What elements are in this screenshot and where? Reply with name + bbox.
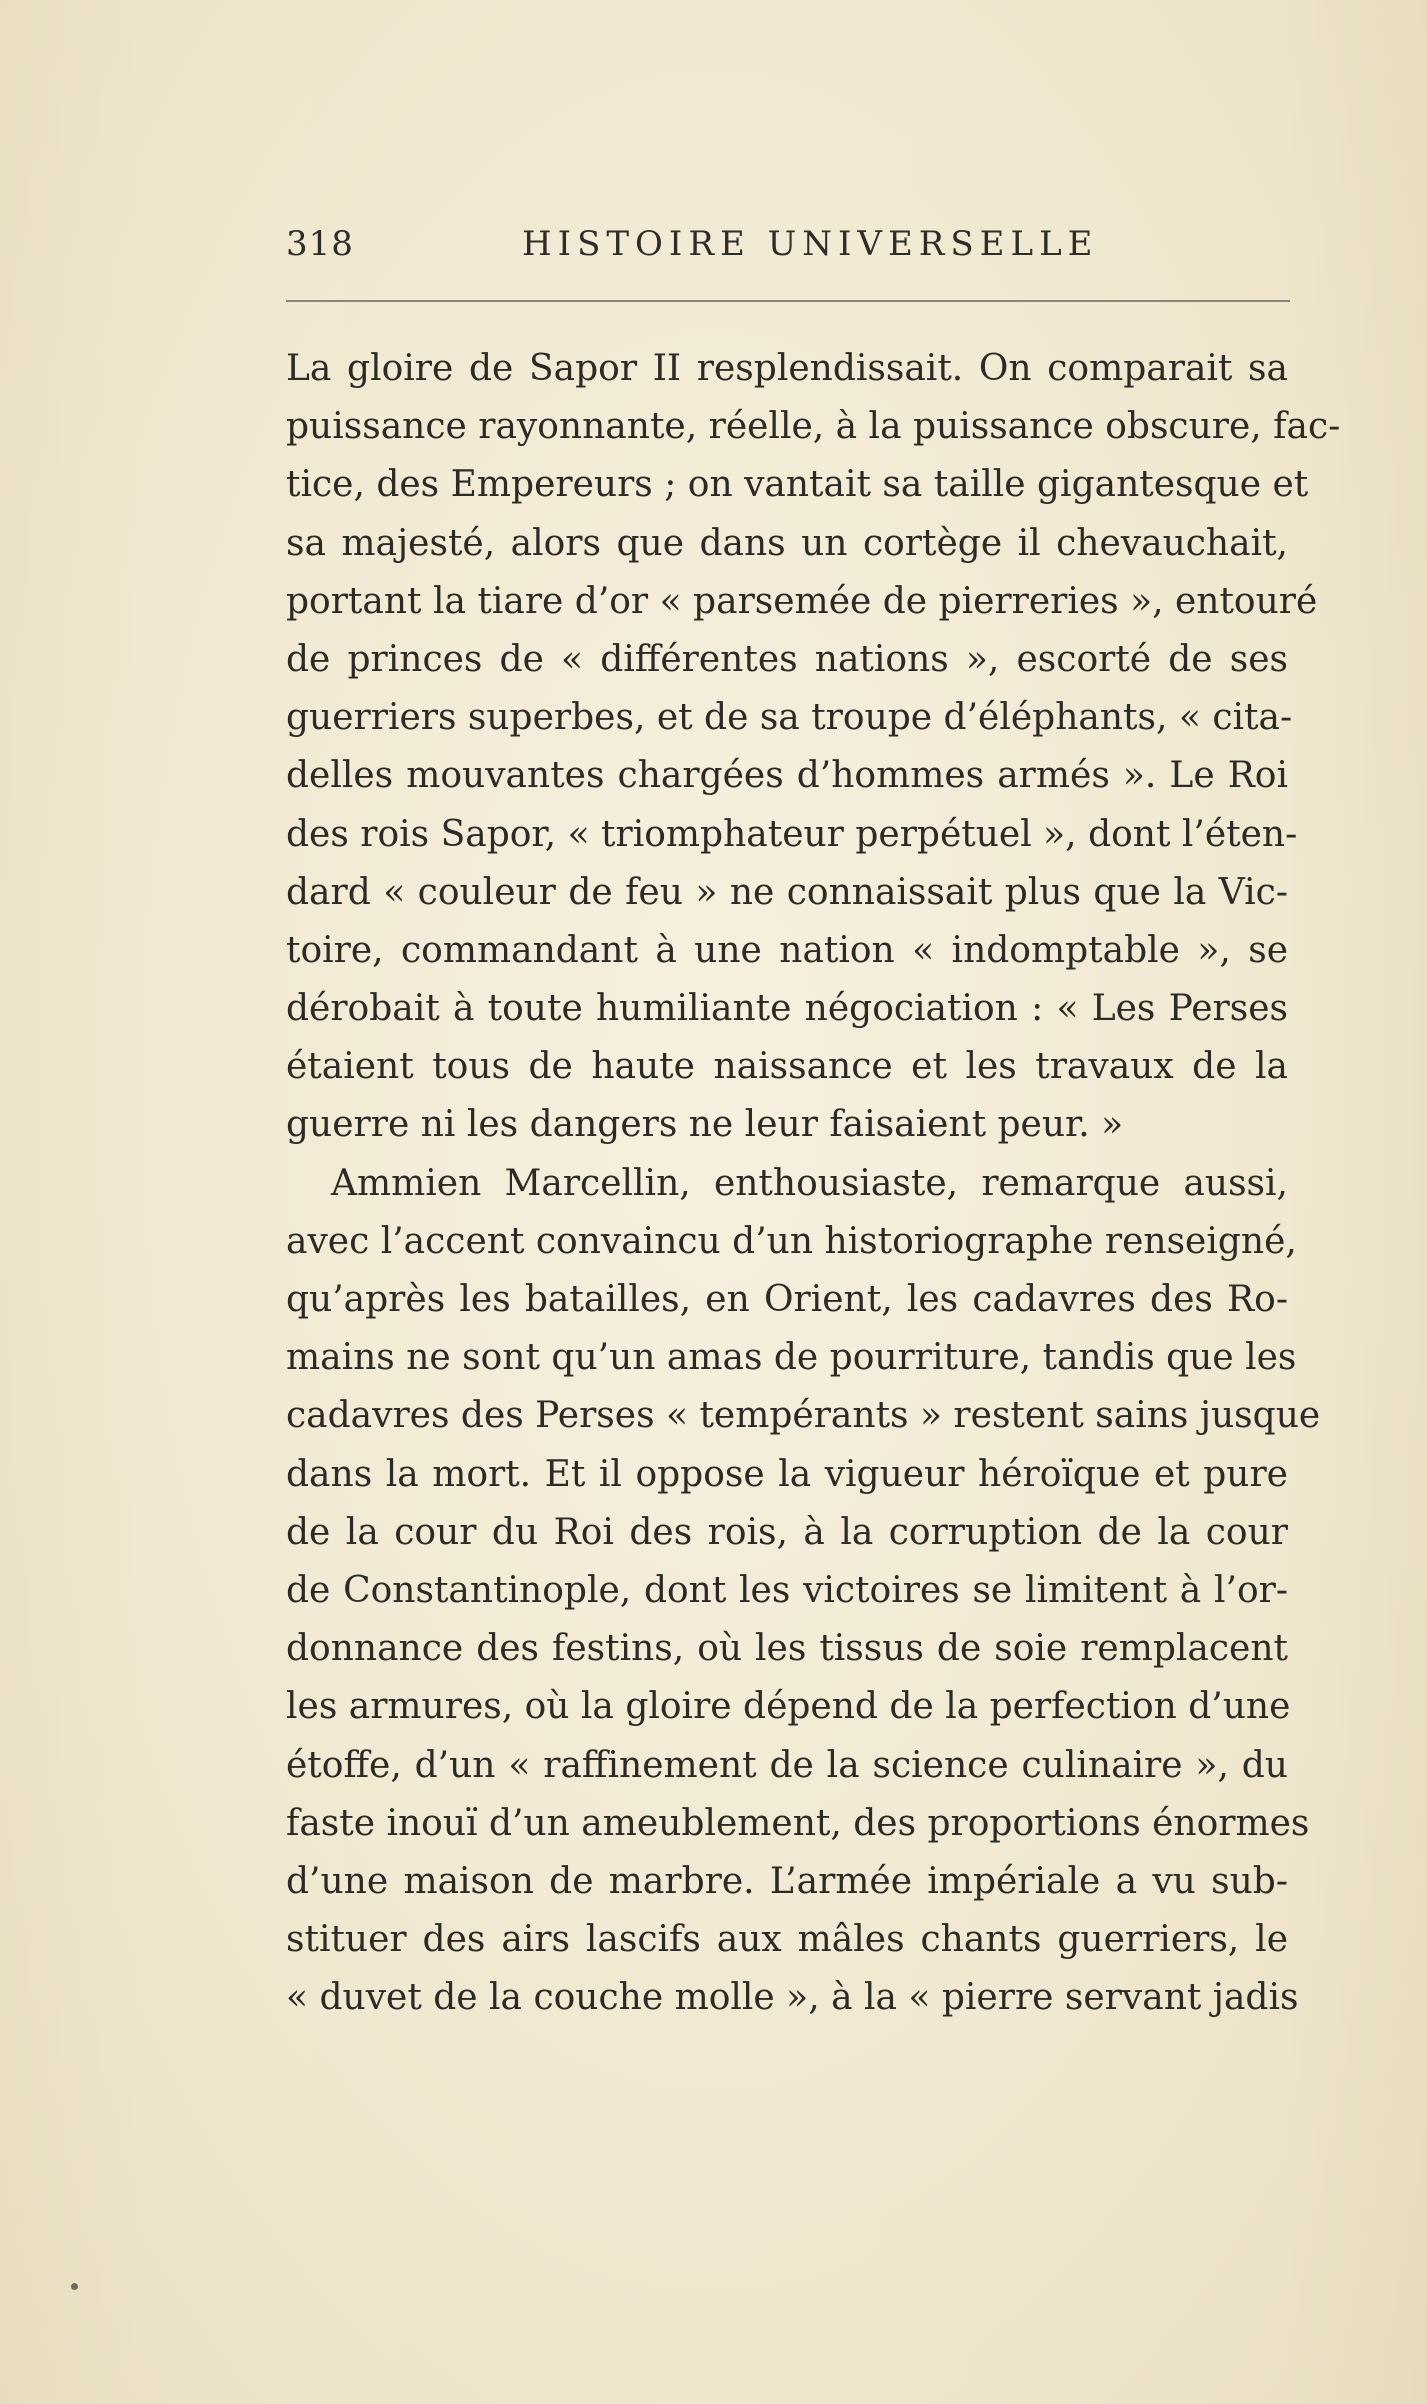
text-line: étoffe, d’un « raffinement de la science culinaire », du bbox=[286, 1744, 1288, 1786]
text-line: d’une maison de marbre. L’armée impériale a vu sub- bbox=[286, 1860, 1288, 1902]
page-header bbox=[286, 218, 1288, 278]
text-line: de princes de « différentes nations », escorté de ses bbox=[286, 638, 1288, 680]
text-line: mains ne sont qu’un amas de pourriture, tandis que les bbox=[286, 1337, 1297, 1379]
text-line: La gloire de Sapor II resplendissait. On comparait sa bbox=[286, 348, 1288, 389]
page-number: 318 bbox=[286, 224, 354, 264]
text-line: dard « couleur de feu » ne connaissait plus que la Vic- bbox=[286, 871, 1288, 913]
text-line: cadavres des Perses « tempérants » restent sains jusque bbox=[286, 1395, 1321, 1437]
running-title: HISTOIRE UNIVERSELLE bbox=[522, 224, 1099, 264]
text-line: guerre ni les dangers ne leur faisaient peur. » bbox=[286, 1104, 1124, 1146]
text-line: Ammien Marcellin, enthousiaste, remarque aussi, bbox=[331, 1162, 1288, 1204]
header-rule bbox=[286, 300, 1290, 302]
text-line: dans la mort. Et il oppose la vigueur héroïque et pure bbox=[286, 1453, 1288, 1495]
text-line: delles mouvantes chargées d’hommes armés ». Le Roi bbox=[286, 755, 1288, 797]
text-line: donnance des festins, où les tissus de soie remplacent bbox=[286, 1628, 1288, 1670]
body-text bbox=[286, 340, 1341, 2027]
text-line: faste inouï d’un ameublement, des proportions énormes bbox=[286, 1802, 1310, 1844]
text-line: qu’après les batailles, en Orient, les cadavres des Ro- bbox=[286, 1279, 1288, 1320]
text-line: avec l’accent convaincu d’un historiographe renseigné, bbox=[286, 1220, 1297, 1262]
text-line: guerriers superbes, et de sa troupe d’éléphants, « cita- bbox=[286, 697, 1293, 739]
text-line: puissance rayonnante, réelle, à la puissance obscure, fac- bbox=[286, 406, 1341, 448]
text-line: de Constantinople, dont les victoires se limitent à l’or- bbox=[286, 1569, 1288, 1611]
text-line: portant la tiare d’or « parsemée de pierreries », entouré bbox=[286, 580, 1318, 622]
text-line: « duvet de la couche molle », à la « pierre servant jadis bbox=[286, 1977, 1299, 2019]
text-line: de la cour du Roi des rois, à la corruption de la cour bbox=[286, 1511, 1288, 1553]
text-line: stituer des airs lascifs aux mâles chants guerriers, le bbox=[286, 1919, 1288, 1961]
text-line: toire, commandant à une nation « indomptable », se bbox=[286, 929, 1288, 971]
text-line: sa majesté, alors que dans un cortège il chevauchait, bbox=[286, 522, 1288, 564]
text-line: les armures, où la gloire dépend de la perfection d’une bbox=[286, 1686, 1291, 1728]
text-line: dérobait à toute humiliante négociation : « Les Perses bbox=[286, 988, 1288, 1030]
paper-speck bbox=[71, 2283, 78, 2290]
text-line: tice, des Empereurs ; on vantait sa taille gigantesque et bbox=[286, 464, 1309, 506]
text-line: étaient tous de haute naissance et les travaux de la bbox=[286, 1046, 1288, 1088]
text-line: des rois Sapor, « triomphateur perpétuel », dont l’éten- bbox=[286, 813, 1298, 855]
